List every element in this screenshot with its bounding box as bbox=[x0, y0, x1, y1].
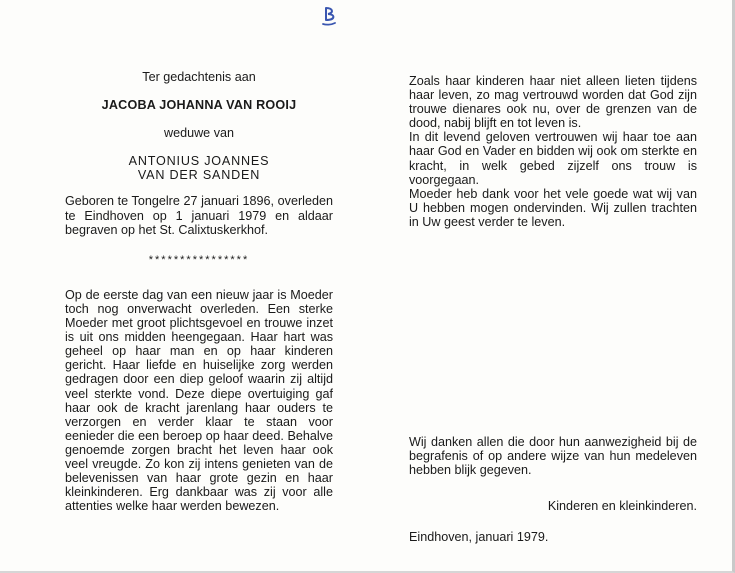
thank-mother-paragraph: Moeder heb dank voor het vele goede wat wij van U hebben mogen ondervinden. Wij zullen trachten in Uw geest verder te leven. bbox=[409, 186, 697, 229]
left-column bbox=[65, 70, 333, 513]
widow-of-line: weduwe van bbox=[163, 126, 234, 141]
faith-paragraph-1: Zoals haar kinderen haar niet alleen lieten tijdens haar leven, zo mag vertrouwd worden dat God zijn trouwe dienares ook nu, over de grenzen van de dood, nabij blijft en tot leven is. bbox=[409, 74, 697, 131]
thanks-paragraph: Wij danken allen die door hun aanwezigheid bij de begrafenis of op andere wijze van hun medeleven hebben blijk gegeven. bbox=[409, 435, 697, 478]
faith-paragraph-2: In dit levend geloven vertrouwen wij haar toe aan haar God en Vader en bidden wij ook om sterkte en kracht, in welk gebed zijzelf ons trouw is voorgegaan. bbox=[409, 130, 697, 187]
right-column bbox=[409, 74, 697, 229]
star-separator: **************** bbox=[148, 253, 250, 266]
tribute-paragraph: Op de eerste dag van een nieuw jaar is Moeder toch nog onverwacht overleden. Een sterke Moeder met groot plichtsgevoel en trouwe inzet is uit ons midden heengegaan. Haar hart was geheel op haar man en op haar kinderen gericht. Haar liefde en huiselijke zorg werden gedragen door een diep geloof waarin zij altijd veel sterkte vond. Deze diepe overtuiging gaf haar ook de kracht jarenlang haar ouders te verzorgen en verder klaar te staan voor eenieder die een beroep op haar deed. Behalve genoemde zorgen bracht het leven haar ook veel vreugde. Zo kon zij intens genieten van de belevenissen van haar grote gezin en haar kleinkinderen. Erg dankbaar was zij voor alle attenties welke haar werden bewezen. bbox=[65, 287, 333, 514]
blue-ink-mark bbox=[319, 4, 343, 32]
family-signature: Kinderen en kleinkinderen. bbox=[547, 499, 697, 513]
place-date: Eindhoven, januari 1979. bbox=[409, 530, 549, 544]
deceased-name: JACOBA JOHANNA VAN ROOIJ bbox=[101, 98, 297, 113]
intro-line: Ter gedachtenis aan bbox=[142, 70, 256, 84]
birth-death-paragraph: Geboren te Tongelre 27 januari 1896, overleden te Eindhoven op 1 januari 1979 en aldaar begraven op het St. Calixtuskerkhof. bbox=[65, 194, 333, 237]
husband-name-line2: VAN DER SANDEN bbox=[137, 168, 261, 183]
husband-name-line1: ANTONIUS JOANNES bbox=[128, 154, 270, 169]
